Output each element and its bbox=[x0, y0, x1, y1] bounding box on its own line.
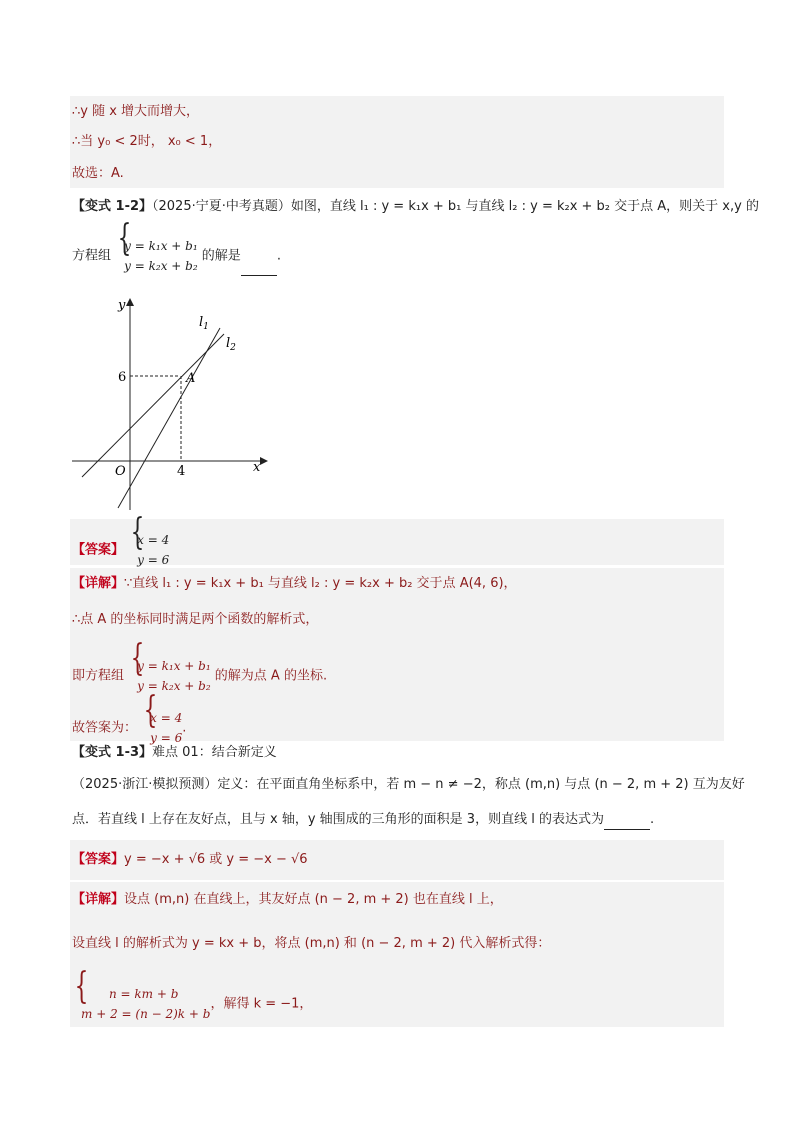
detail-tag: 【详解】 bbox=[72, 892, 125, 907]
y-axis-label: y bbox=[118, 298, 126, 313]
equation: { x = 4 bbox=[137, 533, 170, 547]
x-axis-arrow bbox=[260, 457, 268, 465]
point-a-label: A bbox=[186, 371, 196, 386]
origin-label: O bbox=[115, 464, 126, 479]
text-line: 故选：A. bbox=[72, 166, 124, 181]
text-line: ∴y 随 x 增大而增大， bbox=[72, 104, 200, 119]
detail-line-2: ∴点 A 的坐标同时满足两个函数的解析式， bbox=[72, 612, 319, 627]
equation-system bbox=[72, 984, 210, 1024]
answer-1-3 bbox=[72, 850, 308, 870]
detail-line-1 bbox=[72, 890, 503, 910]
equation-system bbox=[115, 236, 198, 276]
equation-system bbox=[128, 656, 211, 696]
punctuation: . bbox=[182, 720, 187, 736]
equation-system bbox=[141, 708, 182, 748]
x-axis-label: x bbox=[253, 460, 261, 475]
answer-blank bbox=[604, 815, 650, 830]
l2-label: $l_2$ bbox=[226, 336, 236, 353]
equation: y = k₂x + b₂ bbox=[124, 259, 198, 273]
question-source: （2025·宁夏·中考真题） bbox=[152, 199, 291, 214]
equation: y = k₂x + b₂ bbox=[137, 679, 211, 693]
line-l1 bbox=[118, 328, 220, 508]
punctuation: . bbox=[649, 812, 655, 827]
punctuation: . bbox=[276, 248, 281, 264]
y-axis-arrow bbox=[126, 298, 134, 306]
detail-tag: 【详解】 bbox=[72, 576, 125, 591]
equation: { y = k₁x + b₁ bbox=[124, 239, 198, 253]
answer-blank bbox=[241, 261, 277, 276]
detail-text: ，解得 k = −1， bbox=[210, 996, 313, 1012]
question-1-2-line-2 bbox=[72, 236, 281, 276]
answer-text: y = −x + √6 或 y = −x − √6 bbox=[124, 852, 308, 867]
question-tag: 【变式 1-2】 bbox=[72, 199, 153, 214]
detail-text: ∵直线 l₁ : y = k₁x + b₁ 与直线 l₂ : y = k₂x + b₂ 交于点 A(4, 6)， bbox=[124, 576, 517, 591]
detail-line-3 bbox=[72, 656, 327, 696]
detail-line-1 bbox=[72, 574, 517, 594]
equation: m + 2 = (n − 2)k + b bbox=[81, 1007, 211, 1021]
question-text: 如图，直线 l₁ : y = k₁x + b₁ 与直线 l₂ : y = k₂x + b₂ 交于点 A，则关于 x,y 的 bbox=[290, 199, 759, 214]
l1-label: $l_1$ bbox=[199, 315, 209, 332]
question-text: 的解是 bbox=[201, 248, 241, 264]
text-line: ∴当 y₀ < 2时， x₀ < 1， bbox=[72, 134, 222, 149]
detail-text: 即方程组 bbox=[72, 668, 125, 684]
question-1-3-line-2 bbox=[72, 810, 654, 830]
detail-text: 的解为点 A 的坐标. bbox=[214, 668, 328, 684]
question-1-2-line-1 bbox=[72, 197, 759, 217]
question-text: 点．若直线 l 上存在友好点，且与 x 轴，y 轴围成的三角形的面积是 3，则直线 l 的表达式为 bbox=[72, 812, 604, 827]
question-title: 难点 01：结合新定义 bbox=[152, 745, 277, 760]
equation: { n = km + b bbox=[109, 987, 179, 1001]
equation: { x = 4 bbox=[150, 711, 183, 725]
detail-line-2: 设直线 l 的解析式为 y = kx + b，将点 (m,n) 和 (n − 2, m + 2) 代入解析式得： bbox=[72, 936, 551, 951]
detail-line-3 bbox=[72, 984, 312, 1024]
answer-tag: 【答案】 bbox=[72, 852, 125, 867]
equation: { y = k₁x + b₁ bbox=[137, 659, 211, 673]
detail-text: 设点 (m,n) 在直线上，其友好点 (n − 2, m + 2) 也在直线 l 上， bbox=[124, 892, 503, 907]
answer-system bbox=[128, 530, 169, 570]
question-tag: 【变式 1-3】 bbox=[72, 745, 153, 760]
question-1-3-line-1: （2025·浙江·模拟预测）定义：在平面直角坐标系中，若 m − n ≠ −2，称点 (m,n) 与点 (n − 2, m + 2) 互为友好 bbox=[72, 777, 745, 792]
line-l2 bbox=[82, 334, 224, 477]
coordinate-graph bbox=[60, 290, 280, 515]
answer-1-2 bbox=[72, 530, 169, 570]
y-tick-label: 6 bbox=[118, 370, 127, 385]
question-text: 方程组 bbox=[72, 248, 112, 264]
detail-text: 故答案为： bbox=[72, 720, 138, 736]
equation: y = 6 bbox=[150, 731, 183, 745]
question-1-3-header bbox=[72, 743, 277, 763]
x-tick-label: 4 bbox=[177, 464, 186, 479]
detail-line-4 bbox=[72, 708, 186, 748]
equation: y = 6 bbox=[137, 553, 170, 567]
answer-tag: 【答案】 bbox=[72, 542, 125, 558]
